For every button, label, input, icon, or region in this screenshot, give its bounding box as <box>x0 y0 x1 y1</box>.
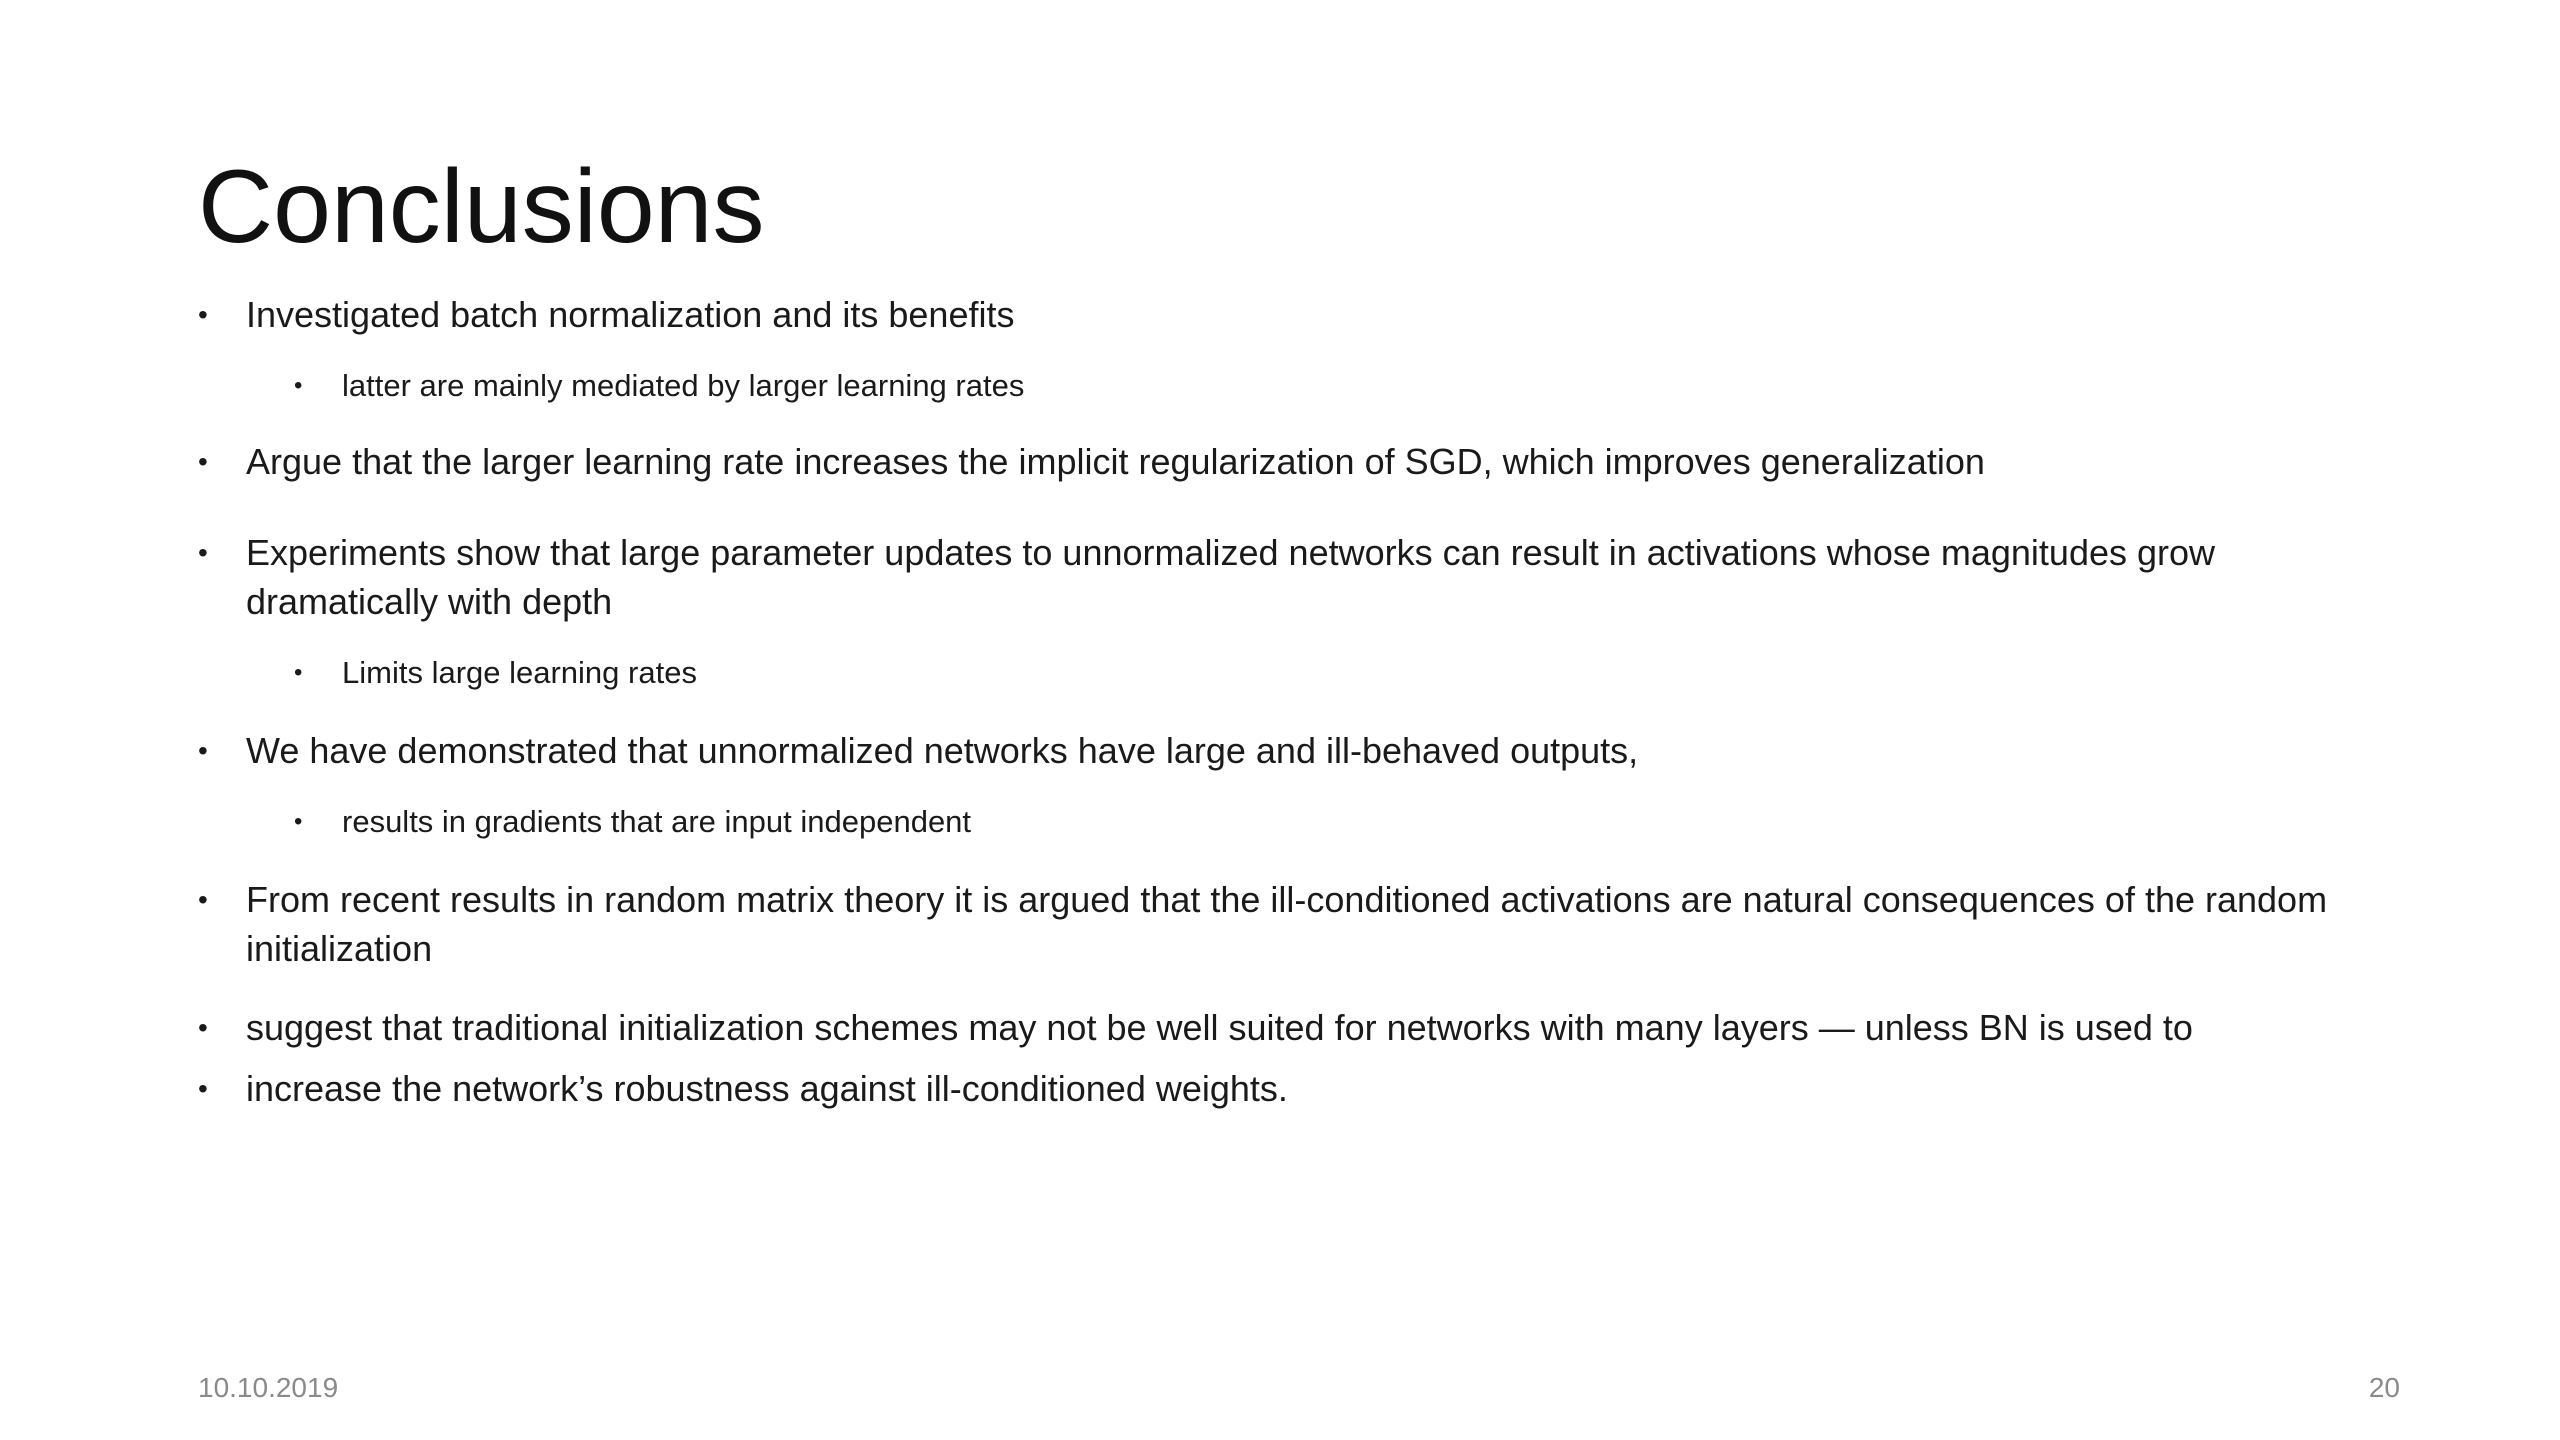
bullet-dot-icon: • <box>198 299 208 330</box>
bullet-item <box>198 1064 2398 1113</box>
bullet-text: increase the network’s robustness against ill-conditioned weights. <box>246 1068 1288 1109</box>
bullet-text: suggest that traditional initialization schemes may not be well suited for networks with many layers — unless BN is used to <box>246 1007 2193 1048</box>
bullet-text: Investigated batch normalization and its benefits <box>246 294 1015 335</box>
bullet-dot-icon: • <box>198 735 208 766</box>
page-number: 20 <box>2368 1372 2400 1403</box>
bullet-dot-icon: • <box>198 1012 208 1043</box>
sub-bullet-item <box>294 652 2398 694</box>
bullet-item <box>198 437 2398 486</box>
sub-bullet-item <box>294 801 2398 843</box>
bullet-item <box>198 1003 2398 1052</box>
footer-date: 10.10.2019 <box>198 1372 339 1403</box>
bullet-dot-icon: • <box>198 446 208 477</box>
bullet-dot-icon: • <box>198 1073 208 1104</box>
sub-bullet-item <box>294 365 2398 407</box>
bullet-text: From recent results in random matrix theory it is argued that the ill-conditioned activations are natural consequences of the random initialization <box>246 879 2328 969</box>
bullet-dot-icon: • <box>294 808 303 835</box>
bullet-list <box>198 290 2398 1113</box>
bullet-item <box>198 290 2398 339</box>
bullet-item <box>198 528 2398 626</box>
bullet-text: Experiments show that large parameter updates to unnormalized networks can result in activations whose magnitudes grow dramatically with depth <box>246 532 2216 622</box>
bullet-item <box>198 875 2398 973</box>
slide-title: Conclusions <box>198 149 765 265</box>
bullet-text: results in gradients that are input independent <box>342 804 972 839</box>
bullet-item <box>198 726 2398 775</box>
bullet-dot-icon: • <box>294 659 303 686</box>
bullet-dot-icon: • <box>198 537 208 568</box>
bullet-text: Argue that the larger learning rate increases the implicit regularization of SGD, which improves generalization <box>246 441 1985 482</box>
bullet-dot-icon: • <box>198 884 208 915</box>
bullet-dot-icon: • <box>294 372 303 399</box>
bullet-text: Limits large learning rates <box>342 655 697 690</box>
bullet-text: We have demonstrated that unnormalized networks have large and ill-behaved outputs, <box>246 730 1639 771</box>
bullet-text: latter are mainly mediated by larger learning rates <box>342 368 1025 403</box>
